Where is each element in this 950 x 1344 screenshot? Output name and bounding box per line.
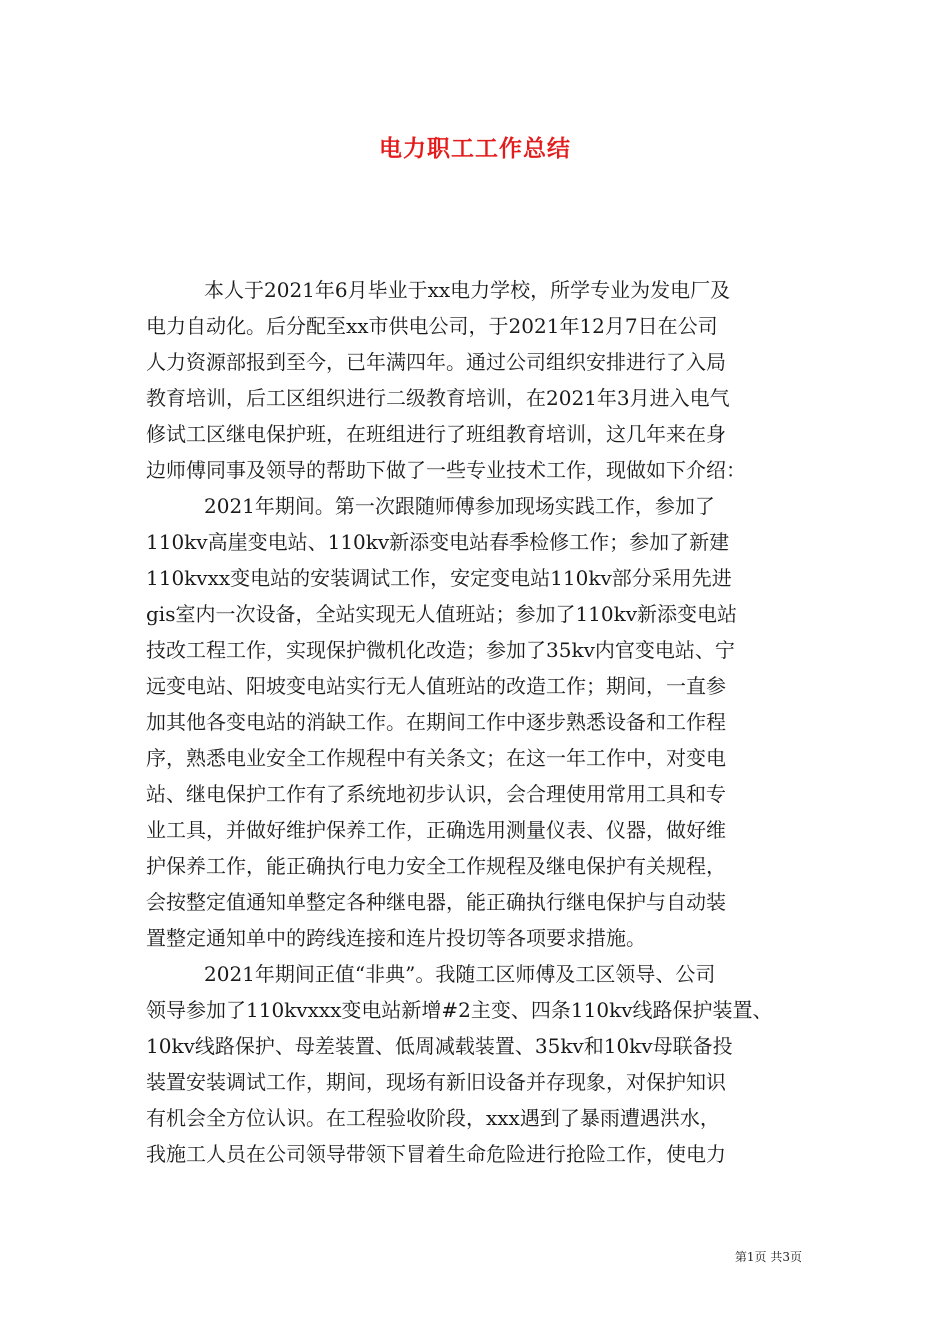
text-line: 加其他各变电站的消缺工作。在期间工作中逐步熟悉设备和工作程 <box>146 710 726 734</box>
text-line: 边师傅同事及领导的帮助下做了一些专业技术工作，现做如下介绍： <box>146 458 746 482</box>
text-line: 置整定通知单中的跨线连接和连片投切等各项要求措施。 <box>146 926 646 950</box>
text-line: 序，熟悉电业安全工作规程中有关条文；在这一年工作中，对变电 <box>146 746 726 770</box>
text-line: 人力资源部报到至今，已年满四年。通过公司组织安排进行了入局 <box>146 350 726 374</box>
text-line: gis室内一次设备，全站实现无人值班站；参加了110kv新添变电站 <box>146 602 738 626</box>
text-line: 2021年期间正值“非典”。我随工区师傅及工区领导、公司 <box>204 962 716 986</box>
document-title: 电力职工工作总结 <box>379 135 571 162</box>
text-line: 电力自动化。后分配至xx市供电公司，于2021年12月7日在公司 <box>146 314 718 338</box>
text-line: 站、继电保护工作有了系统地初步认识，会合理使用常用工具和专 <box>146 782 726 806</box>
text-line: 远变电站、阳坡变电站实行无人值班站的改造工作；期间，一直参 <box>146 674 726 698</box>
text-line: 护保养工作，能正确执行电力安全工作规程及继电保护有关规程， <box>146 854 726 878</box>
text-line: 10kv线路保护、母差装置、低周减载装置、35kv和10kv母联备投 <box>146 1034 733 1058</box>
text-line: 修试工区继电保护班，在班组进行了班组教育培训，这几年来在身 <box>146 422 726 446</box>
text-line: 有机会全方位认识。在工程验收阶段，xxx遇到了暴雨遭遇洪水， <box>146 1106 720 1130</box>
document-body <box>146 272 810 1172</box>
text-line: 110kvxx变电站的安装调试工作，安定变电站110kv部分采用先进 <box>146 566 732 590</box>
text-line: 2021年期间。第一次跟随师傅参加现场实践工作，参加了 <box>204 494 715 518</box>
text-line: 装置安装调试工作，期间，现场有新旧设备并存现象，对保护知识 <box>146 1070 726 1094</box>
text-line: 技改工程工作，实现保护微机化改造；参加了35kv内官变电站、宁 <box>146 638 735 662</box>
text-line: 教育培训，后工区组织进行二级教育培训，在2021年3月进入电气 <box>146 386 730 410</box>
text-line: 我施工人员在公司领导带领下冒着生命危险进行抢险工作，使电力 <box>146 1142 726 1166</box>
text-line: 业工具，并做好维护保养工作，正确选用测量仪表、仪器，做好维 <box>146 818 726 842</box>
text-line: 会按整定值通知单整定各种继电器，能正确执行继电保护与自动装 <box>146 890 726 914</box>
page-number: 第1页 共3页 <box>734 1250 802 1264</box>
text-line: 领导参加了110kvxxx变电站新增#2主变、四条110kv线路保护装置、 <box>146 998 773 1022</box>
text-line: 本人于2021年6月毕业于xx电力学校，所学专业为发电厂及 <box>204 278 731 302</box>
text-line: 110kv高崖变电站、110kv新添变电站春季检修工作；参加了新建 <box>146 530 730 554</box>
